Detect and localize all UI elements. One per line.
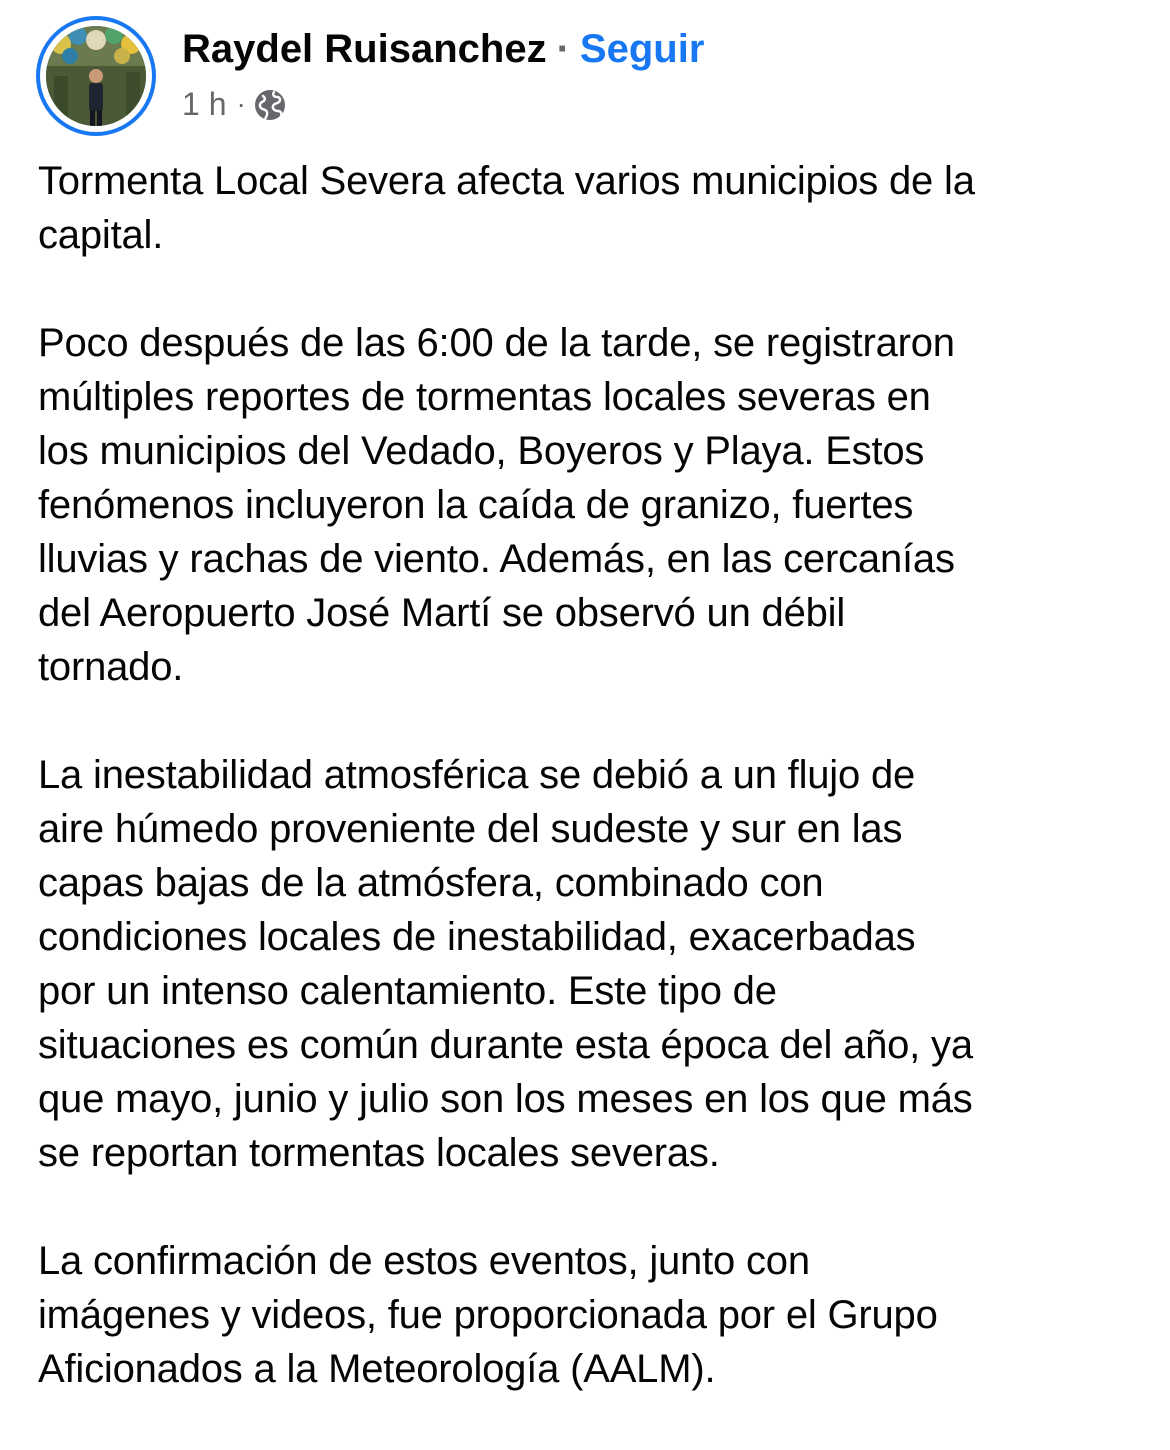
author-name[interactable]: Raydel Ruisanchez xyxy=(182,27,547,71)
post-body xyxy=(38,154,1138,1450)
follow-button[interactable]: Seguir xyxy=(579,27,705,71)
author-line xyxy=(182,24,704,74)
globe-icon[interactable] xyxy=(254,88,286,120)
post-timestamp[interactable]: 1 h xyxy=(182,86,227,122)
post-paragraph-causes: La inestabilidad atmosférica se debió a un flujo de aire húmedo proveniente del sudeste y sur en las capas bajas de la atmósfera, combinado con condiciones locales de inestabilidad, exacerbadas por un intenso calentamiento. Este tipo de situaciones es común durante esta época del año, ya que mayo, junio y julio son los meses en los que más se reportan tormentas locales severas. xyxy=(38,753,973,1175)
post-paragraph-headline: Tormenta Local Severa afecta varios municipios de la capital. xyxy=(38,159,975,257)
avatar[interactable] xyxy=(46,26,146,126)
avatar-story-ring[interactable] xyxy=(36,16,156,136)
meta-separator: · xyxy=(236,88,246,119)
post-header xyxy=(36,16,1136,136)
avatar-photo xyxy=(46,26,146,126)
post-paragraph-reports: Poco después de las 6:00 de la tarde, se registraron múltiples reportes de tormentas locales severas en los municipios del Vedado, Boyeros y Playa. Estos fenómenos incluyeron la caída de granizo, fuertes lluvias y rachas de viento. Además, en las cercanías del Aeropuerto José Martí se observó un débil tornado. xyxy=(38,321,955,689)
name-separator: · xyxy=(556,27,570,71)
post-paragraph-credits: La confirmación de estos eventos, junto con imágenes y videos, fue proporcionada por el Grupo Aficionados a la Meteorología (AALM). xyxy=(38,1239,938,1391)
post-meta xyxy=(182,82,286,126)
